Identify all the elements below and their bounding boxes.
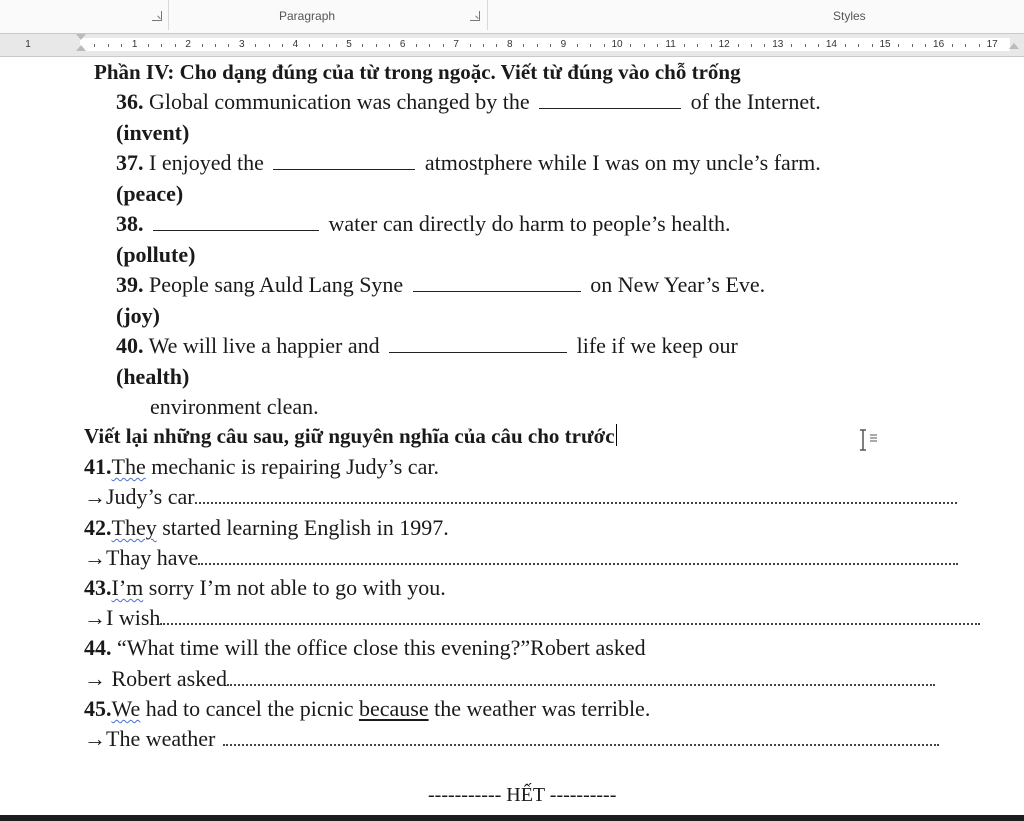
ruler-tick [791,44,792,47]
word-hint: (peace) [116,181,184,206]
question-number: 37. [116,150,144,175]
answer-blank[interactable] [539,107,681,109]
ibeam-cursor-icon [858,428,878,454]
underlined-word: because [358,696,429,721]
ruler-tick [121,44,122,47]
ruler-number: 17 [986,39,998,50]
question-number: 38. [116,211,144,236]
question-43 [84,575,446,601]
ruler-tick [148,44,149,47]
question-text: mechanic is repairing Judy’s car. [145,454,439,479]
ruler-track [80,38,1010,51]
question-text: of the Internet. [690,89,821,114]
ruler-number: 6 [399,39,406,50]
ruler-tick [523,44,524,47]
spell-flag-word[interactable]: The [111,454,146,479]
question-45 [84,696,650,722]
answer-prompt: →I wish [84,605,161,630]
question-text: started learning English in 1997. [156,515,449,540]
ruler-tick [577,44,578,47]
ruler-tick [470,44,471,47]
ruler-number: 5 [346,39,352,50]
ruler-tick [429,44,430,47]
question-text: had to cancel the picnic [140,696,359,721]
word-hint: (pollute) [116,242,196,267]
ruler-tick [764,44,765,47]
ruler-tick [644,44,645,47]
answer-blank[interactable] [153,229,319,231]
horizontal-ruler[interactable] [0,33,1024,57]
ruler-number: 10 [611,39,623,50]
ruler-number: 12 [718,39,730,50]
question-text: the weather was terrible. [428,696,651,721]
paragraph-group-label: Paragraph [279,9,336,23]
section-5-heading-text: Viết lại những câu sau, giữ nguyên nghĩa của câu cho trước [84,424,615,448]
ruler-tick [925,44,926,47]
ruler-tick [711,44,712,47]
ruler-tick [94,44,95,47]
ribbon-group-labels [0,0,1024,33]
question-44 [84,635,646,661]
ruler-tick [322,44,323,47]
ruler-tick [805,44,806,47]
ruler-tick [269,44,270,47]
answer-line-42[interactable] [84,545,958,571]
ruler-tick [215,44,216,47]
question-text: sorry I’m not able to go with you. [143,575,446,600]
answer-blank[interactable] [273,168,415,170]
question-36 [116,89,821,115]
ruler-tick [376,44,377,47]
answer-prompt: →The weather [84,726,216,751]
question-number: 44. [84,635,112,660]
ruler-tick [590,44,591,47]
ruler-tick [255,44,256,47]
ruler-tick [979,44,980,47]
ruler-tick [416,44,417,47]
ruler-tick [697,44,698,47]
answer-blank[interactable] [389,351,567,353]
ruler-tick [738,44,739,47]
question-text: We will live a happier and [148,333,380,358]
answer-blank[interactable] [413,290,581,292]
ruler-tick [309,44,310,47]
answer-dots[interactable] [198,562,958,565]
spell-flag-word[interactable]: We [111,696,141,721]
ruler-tick [537,44,538,47]
end-mark: ----------- HẾT ---------- [428,784,617,806]
question-number: 42. [84,515,112,540]
ruler-number: 1 [131,39,138,50]
question-41 [84,454,439,480]
styles-group-label: Styles [833,9,866,23]
answer-prompt: →Judy’s car [84,484,195,509]
question-text: on New Year’s Eve. [590,272,766,297]
ruler-tick [912,44,913,47]
answer-dots[interactable] [160,622,980,625]
ruler-number: 9 [560,39,567,50]
ruler-number: 15 [879,39,891,50]
question-text: life if we keep our [576,333,738,358]
ruler-tick [965,44,966,47]
ribbon-separator [487,0,488,30]
indent-marker-icon[interactable] [76,34,86,56]
ruler-tick [657,44,658,47]
word-hint: (health) [116,364,190,389]
ruler-number: 14 [825,39,837,50]
question-text: atmostphere while I was on my uncle’s farm. [424,150,821,175]
ruler-tick [228,44,229,47]
window-bottom-edge [0,815,1024,821]
question-text: water can directly do harm to people’s health. [328,211,731,236]
question-text: “What time will the office close this evening?”Robert asked [117,635,646,660]
question-number: 45. [84,696,112,721]
ruler-margin-number: 1 [25,39,31,50]
text-cursor [616,424,617,446]
answer-line-45[interactable] [84,726,939,752]
question-42 [84,515,449,541]
answer-line-44[interactable] [84,666,935,692]
ruler-tick [630,44,631,47]
ruler-tick [496,44,497,47]
paragraph-dialog-launcher-icon[interactable] [470,11,480,21]
ruler-tick [872,44,873,47]
ruler-tick [202,44,203,47]
ruler-number: 8 [507,39,513,50]
ruler-number: 11 [665,39,676,50]
word-hint: (invent) [116,120,190,145]
question-40 [116,333,738,359]
question-continuation: environment clean. [150,394,319,419]
ruler-tick [282,44,283,47]
ruler-tick [108,44,109,47]
font-dialog-launcher-icon[interactable] [152,11,162,21]
ruler-tick [684,44,685,47]
question-number: 43. [84,575,112,600]
question-number: 40. [116,333,144,358]
spell-flag-word[interactable]: They [111,515,157,540]
document-page[interactable] [0,56,1024,816]
ruler-tick [443,44,444,47]
answer-line-43[interactable] [84,605,980,631]
ruler-number: 3 [239,39,245,50]
ruler-tick [751,44,752,47]
question-number: 39. [116,272,144,297]
section-5-heading [84,424,617,449]
question-37 [116,150,821,176]
ruler-tick [336,44,337,47]
ruler-tick [362,44,363,47]
answer-prompt: →Thay have [84,545,199,570]
ruler-tick [483,44,484,47]
ruler-tick [175,44,176,47]
ruler-tick [389,44,390,47]
ruler-tick [845,44,846,47]
spell-flag-word[interactable]: I’m [111,575,144,600]
section-4-heading: Phần IV: Cho dạng đúng của từ trong ngoặc. Viết từ đúng vào chỗ trống [94,60,741,84]
answer-dots[interactable] [227,683,935,686]
ruler-number: 2 [185,39,191,50]
ruler-number: 4 [292,39,299,50]
answer-dots[interactable] [223,743,939,746]
question-text: Global communication was changed by the [149,89,530,114]
ruler-tick [604,44,605,47]
ruler-number: 13 [772,39,784,50]
right-indent-marker-icon[interactable] [1009,43,1019,49]
answer-line-41[interactable] [84,484,957,510]
question-number: 41. [84,454,112,479]
question-38 [116,211,730,237]
answer-dots[interactable] [195,501,957,504]
ruler-tick [952,44,953,47]
ruler-number: 7 [453,39,459,50]
ruler-tick [161,44,162,47]
answer-prompt: → Robert asked [84,666,227,691]
ruler-tick [858,44,859,47]
ruler-number: 16 [933,39,945,50]
ruler-tick [818,44,819,47]
question-text: I enjoyed the [149,150,264,175]
ruler-tick [898,44,899,47]
word-hint: (joy) [116,303,160,328]
question-number: 36. [116,89,144,114]
question-text: People sang Auld Lang Syne [149,272,404,297]
question-39 [116,272,765,298]
ruler-tick [550,44,551,47]
ribbon-separator [168,0,169,30]
